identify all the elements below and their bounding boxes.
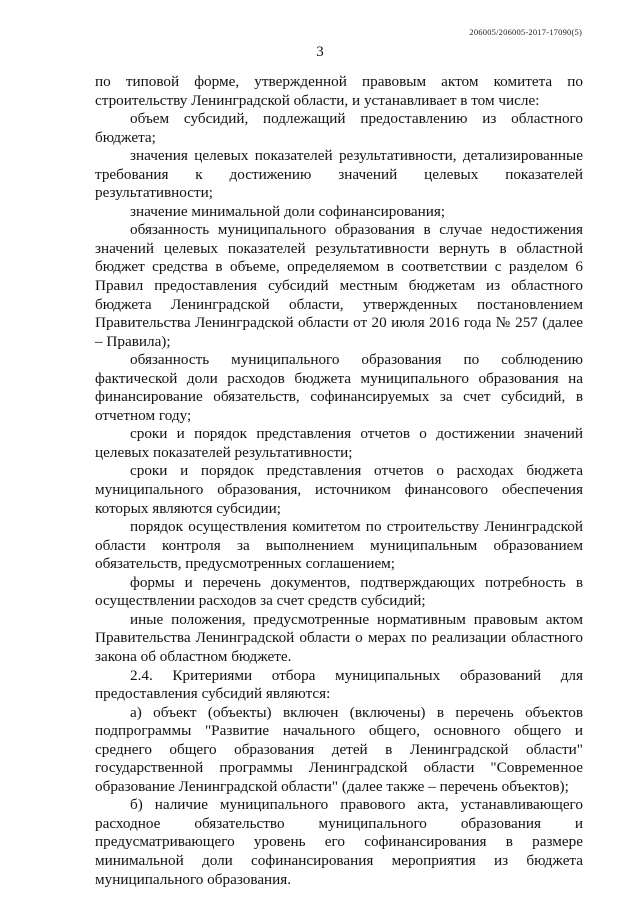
paragraph-continuation: по типовой форме, утвержденной правовым актом комитета по строительству Ленинградской области, и устанавливает в том числе:: [95, 73, 583, 109]
paragraph-section-2-4: 2.4. Критериями отбора муниципальных образований для предоставления субсидий являются:: [95, 666, 583, 703]
paragraph-criterion-a: а) объект (объекты) включен (включены) в перечень объектов подпрограммы "Развитие начального общего, основного общего и среднего общего образования детей в Ленинградской области" государственной программы Ленинградской области "Современное образование Ленинградской области" (далее также – перечень объектов);: [95, 703, 583, 795]
paragraph-documents: формы и перечень документов, подтверждающих потребность в осуществлении расходов за счет средств субсидий;: [95, 573, 583, 610]
paragraph-report-expenses: сроки и порядок представления отчетов о расходах бюджета муниципального образования, источником финансового обеспечения которых являются субсидии;: [95, 462, 583, 517]
document-id: 206005/206005-2017-17090(5): [469, 27, 582, 37]
paragraph-subsidy-volume: объем субсидий, подлежащий предоставлению из областного бюджета;: [95, 110, 583, 146]
paragraph-other-provisions: иные положения, предусмотренные нормативным правовым актом Правительства Ленинградской области о мерах по реализации областного закона об областном бюджете.: [95, 610, 583, 665]
paragraph-criterion-b: б) наличие муниципального правового акта, устанавливающего расходное обязательство муниципального образования и предусматривающего уровень его софинансирования в размере минимальной доли софинансирования мероприятия из бюджета муниципального образования.: [95, 796, 583, 888]
paragraph-min-share: значение минимальной доли софинансирования;: [130, 202, 446, 220]
paragraph-report-results: сроки и порядок представления отчетов о достижении значений целевых показателей результативности;: [95, 425, 583, 461]
paragraph-refund-obligation: обязанность муниципального образования в случае недостижения значений целевых показателей результативности вернуть в областной бюджет средства в объеме, определяемом в соответствии с разделом 6 Правил предоставления субсидий местным бюджетам из областного бюджета Ленинградской области, утвержденных постановлением Правительства Ленинградской области от 20 июля 2016 года № 257 (далее – Правила);: [95, 221, 583, 350]
paragraph-control: порядок осуществления комитетом по строительству Ленинградской области контроля за выполнением муниципальным образованием обязательств, предусмотренных соглашением;: [95, 518, 583, 573]
paragraph-target-indicators: значения целевых показателей результативности, детализированные требования к достижению значений целевых показателей результативности;: [95, 147, 583, 202]
page-number: 3: [316, 44, 324, 60]
document-body: [95, 73, 583, 889]
paragraph-expense-share: обязанность муниципального образования по соблюдению фактической доли расходов бюджета муниципального образования на финансирование обязательств, софинансируемых за счет субсидий, в отчетном году;: [95, 351, 583, 424]
